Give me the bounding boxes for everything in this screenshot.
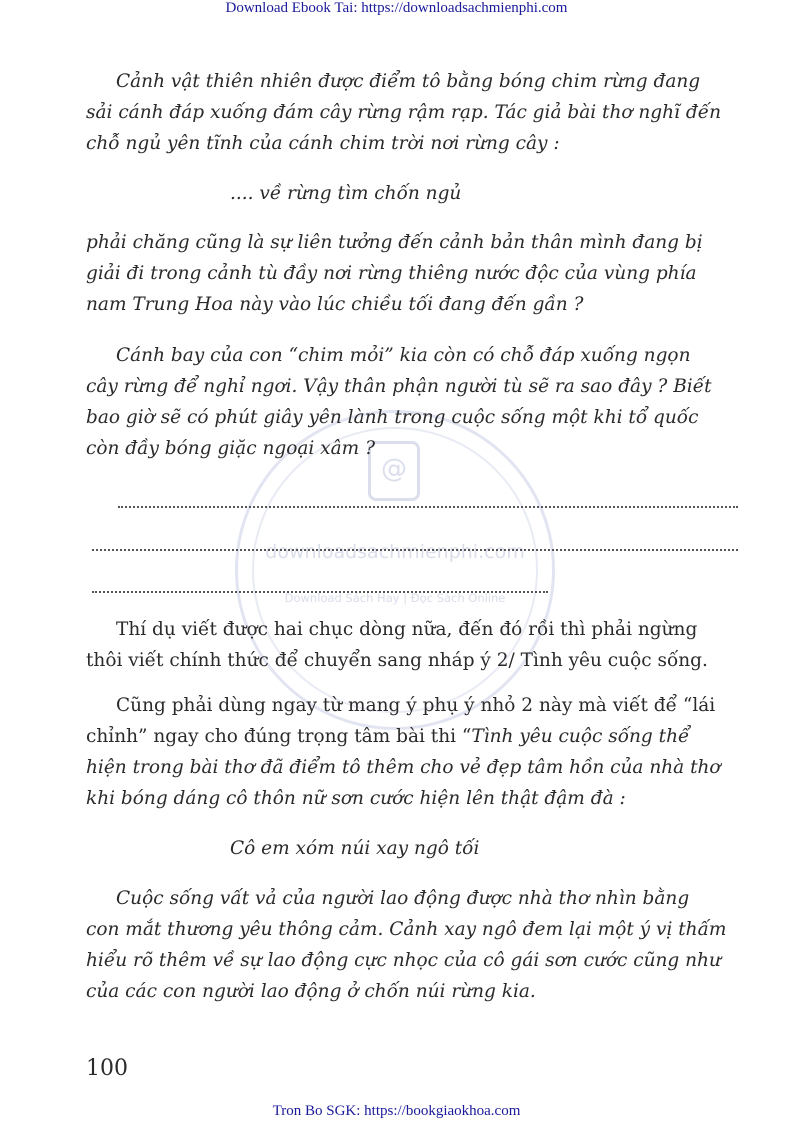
paragraph-1 [86, 66, 738, 159]
paragraph-line: chỗ ngủ yên tĩnh của cánh chim trời nơi rừng cây : [86, 133, 560, 154]
paragraph-line [86, 690, 738, 721]
footer-link[interactable]: Tron Bo SGK: https://bookgiaokhoa.com [272, 1103, 521, 1119]
dotted-line [92, 549, 738, 551]
text-normal: Cũng phải dùng ngay từ mang ý phụ ý nhỏ 2 này mà viết để “lái [116, 695, 716, 716]
paragraph-line: sải cánh đáp xuống đám cây rừng rậm rạp. Tác giả bài thơ nghĩ đến [86, 102, 721, 123]
quote-verse-2: Cô em xóm núi xay ngô tối [230, 838, 480, 859]
paragraph-line: Cánh bay của con “chim mỏi” kia còn có chỗ đáp xuống ngọn [116, 345, 691, 366]
paragraph-line: hiện trong bài thơ đã điểm tô thêm cho vẻ đẹp tâm hồn của nhà thơ [86, 757, 721, 778]
paragraph-line: khi bóng dáng cô thôn nữ sơn cước hiện lên thật đậm đà : [86, 788, 626, 809]
paragraph-line [86, 721, 738, 752]
paragraph-4 [86, 614, 738, 676]
dotted-line [92, 591, 548, 593]
paragraph-line: thôi viết chính thức để chuyển sang nháp ý 2/ Tình yêu cuộc sống. [86, 650, 708, 671]
paragraph-line: Cảnh vật thiên nhiên được điểm tô bằng bóng chim rừng đang [116, 71, 701, 92]
paragraph-line: còn đầy bóng giặc ngoại xâm ? [86, 438, 375, 459]
paragraph-line: nam Trung Hoa này vào lúc chiều tối đang đến gần ? [86, 294, 584, 315]
paragraph-2 [86, 227, 738, 320]
paragraph-line: bao giờ sẽ có phút giây yên lành trong cuộc sống một khi tổ quốc [86, 407, 699, 428]
watermark-subtitle: Download Sách Hay | Đọc Sách Online [284, 591, 506, 605]
paragraph-line: hiểu rõ thêm về sự lao động cực nhọc của cô gái sơn cước cũng như [86, 950, 721, 971]
quote-verse-1: .... về rừng tìm chốn ngủ [230, 183, 462, 204]
paragraph-line: con mắt thương yêu thông cảm. Cảnh xay ngô đem lại một ý vị thấm [86, 919, 727, 940]
paragraph-line: giải đi trong cảnh tù đầy nơi rừng thiêng nước độc của vùng phía [86, 263, 697, 284]
page-number: 100 [86, 1056, 128, 1081]
paragraph-5 [86, 690, 738, 814]
text-normal: chỉnh” ngay cho đúng trọng tâm bài thi “ [86, 726, 472, 747]
paragraph-line: cây rừng để nghỉ ngơi. Vậy thân phận người tù sẽ ra sao đây ? Biết [86, 376, 712, 397]
paragraph-line: phải chăng cũng là sự liên tưởng đến cảnh bản thân mình đang bị [86, 232, 703, 253]
paragraph-line: Thí dụ viết được hai chục dòng nữa, đến đó rồi thì phải ngừng [116, 619, 698, 640]
paragraph-6 [86, 883, 738, 1007]
paragraph-3 [86, 340, 738, 464]
paragraph-line: Cuộc sống vất vả của người lao động được nhà thơ nhìn bằng [116, 888, 690, 909]
text-italic: Tình yêu cuộc sống thể [471, 726, 690, 747]
notebook-at-icon: @ [368, 441, 420, 501]
watermark-title: downloadsachmienphi.com [265, 541, 525, 563]
dotted-line [118, 506, 738, 508]
header-download-link[interactable]: Download Ebook Tai: https://downloadsachmienphi.com [225, 0, 568, 16]
paragraph-line: của các con người lao động ở chốn núi rừng kia. [86, 981, 536, 1002]
